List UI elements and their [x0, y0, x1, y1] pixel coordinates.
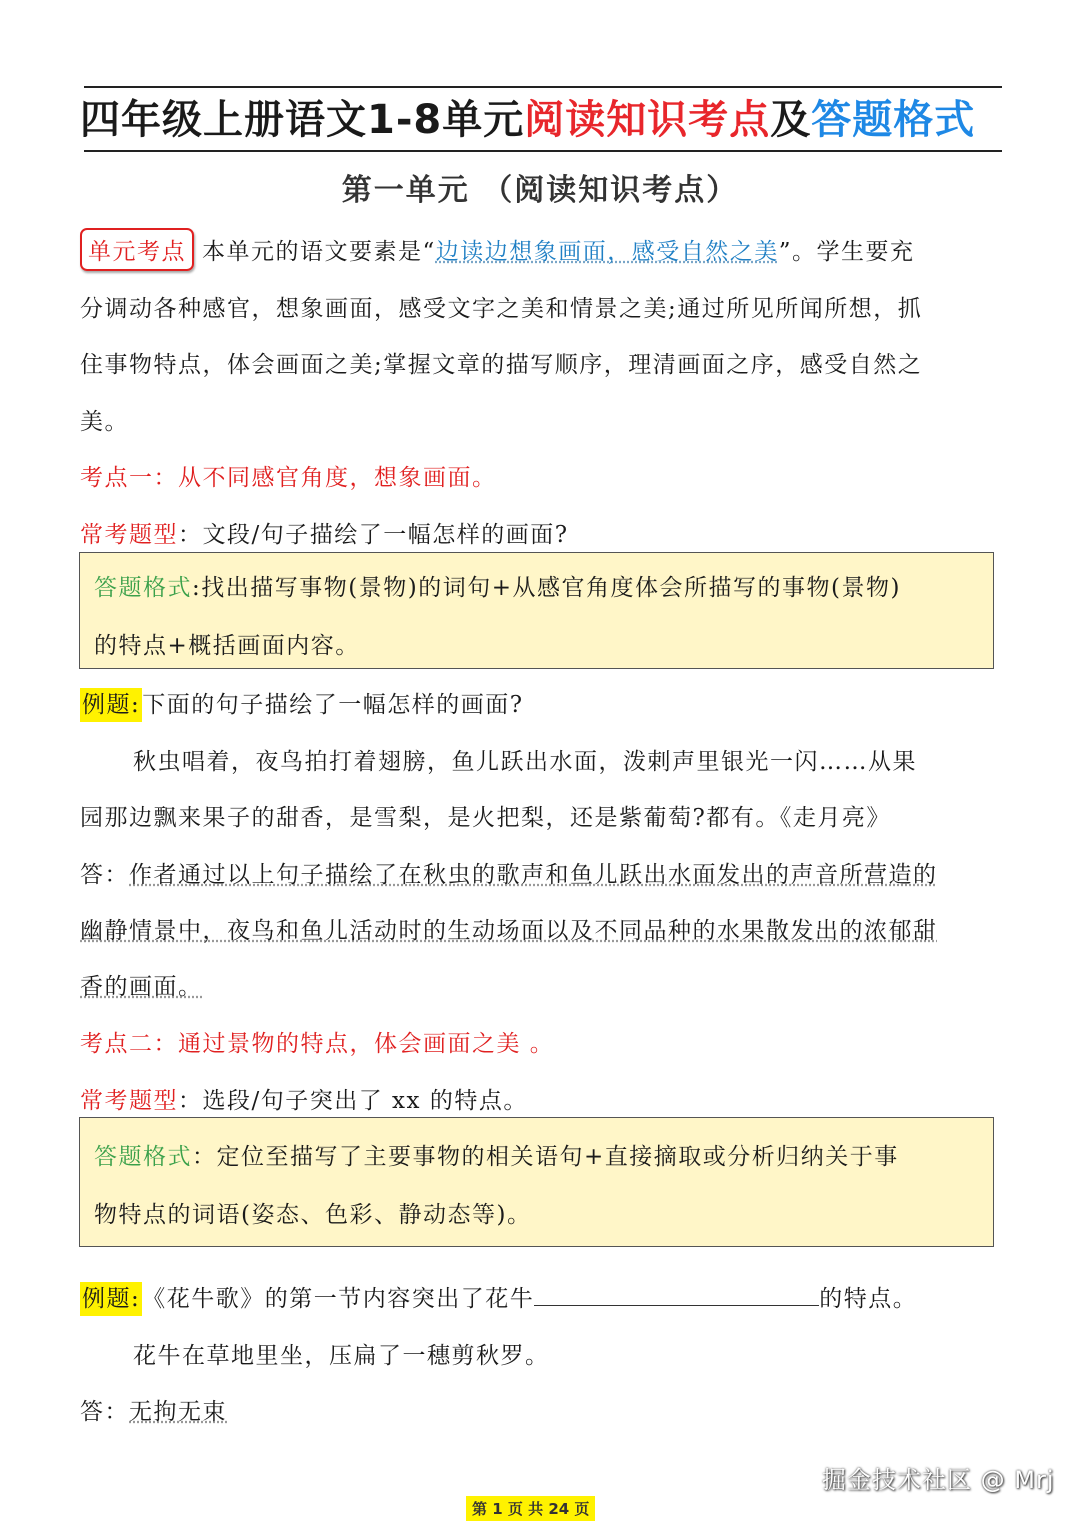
title-part-3: 及: [770, 97, 812, 143]
point2-type: [80, 1082, 528, 1115]
point2-example-label: 例题:: [80, 1282, 142, 1316]
intro-line-1b: ”。学生要充: [778, 239, 915, 265]
point1-type: [80, 516, 569, 549]
title-part-2: 阅读知识考点: [524, 97, 771, 143]
point2-answer-text: 无拘无束: [129, 1399, 227, 1425]
point1-answer-line-1: [80, 856, 938, 889]
point1-heading: 考点一：从不同感官角度，想象画面。: [80, 465, 497, 491]
point1-format-text-1: :找出描写事物(景物)的词句+从感官角度体会所描写的事物(景物): [192, 575, 901, 601]
top-rule: [84, 86, 1002, 88]
point1-format-line-1: [94, 565, 979, 623]
point2-example: [80, 1280, 917, 1313]
point1-format-box: [79, 552, 994, 669]
point1-answer-line-2: 幽静情景中，夜鸟和鱼儿活动时的生动场面以及不同品种的水果散发出的浓郁甜: [80, 918, 938, 944]
intro-line-1a: 本单元的语文要素是“: [202, 239, 436, 265]
intro-quote: 边读边想象画面，感受自然之美: [435, 239, 779, 265]
title-part-1: 四年级上册语文1-8单元: [80, 97, 525, 143]
point2-type-label: 常考题型: [80, 1088, 178, 1114]
point1-answer-text-1: 作者通过以上句子描绘了在秋虫的歌声和鱼儿跃出水面发出的声音所营造的: [129, 862, 938, 888]
point2-format-box: [79, 1117, 994, 1247]
point1-answer-label: 答：: [80, 862, 129, 888]
point2-format-line-1: [94, 1134, 979, 1192]
point2-passage-line-1: 花牛在草地里坐，压扁了一穗剪秋罗。: [133, 1343, 550, 1369]
point2-heading: 考点二：通过景物的特点，体会画面之美 。: [80, 1031, 555, 1057]
point1-type-label: 常考题型: [80, 522, 178, 548]
answer-blank-line: [534, 1283, 819, 1306]
point2-answer: [80, 1393, 227, 1426]
page-footer: 第 1 页 共 24 页: [466, 1496, 595, 1521]
point2-example-text: 《花牛歌》的第一节内容突出了花牛: [142, 1286, 535, 1312]
point2-format-line-2: 物特点的词语(姿态、色彩、静动态等)。: [94, 1202, 532, 1228]
point1-passage-line-1: 秋虫唱着，夜鸟拍打着翅膀，鱼儿跃出水面，泼剌声里银光一闪……从果: [133, 749, 917, 775]
point1-example: [80, 686, 524, 719]
point2-format-text-1: ：定位至描写了主要事物的相关语句+直接摘取或分析归纳关于事: [192, 1144, 899, 1170]
point1-example-label: 例题:: [80, 688, 142, 722]
point1-type-text: ：文段/句子描绘了一幅怎样的画面?: [178, 522, 569, 548]
point2-example-tail: 的特点。: [819, 1286, 918, 1312]
page-title: [80, 90, 1010, 150]
point2-type-text: ：选段/句子突出了 xx 的特点。: [178, 1088, 528, 1114]
watermark: 掘金技术社区 @ Mrj: [822, 1466, 1055, 1494]
intro-line-4: 美。: [80, 409, 129, 435]
title-bottom-rule: [84, 150, 1002, 152]
intro-line-3: 住事物特点，体会画面之美;掌握文章的描写顺序，理清画面之序，感受自然之: [80, 352, 923, 378]
point1-format-line-2: 的特点+概括画面内容。: [94, 633, 360, 659]
point1-passage-line-2: 园那边飘来果子的甜香，是雪梨，是火把梨，还是紫葡萄?都有。《走月亮》: [80, 805, 891, 831]
point2-answer-label: 答：: [80, 1399, 129, 1425]
point1-format-label: 答题格式: [94, 575, 192, 601]
point1-answer-line-3: 香的画面。: [80, 974, 203, 1000]
intro-line-2: 分调动各种感官，想象画面，感受文字之美和情景之美;通过所见所闻所想，抓: [80, 296, 923, 322]
title-part-4: 答题格式: [811, 97, 976, 143]
point1-example-text: 下面的句子描绘了一幅怎样的画面?: [142, 692, 524, 718]
intro-line-1: [80, 228, 915, 271]
point2-format-label: 答题格式: [94, 1144, 192, 1170]
unit-heading: 第一单元 （阅读知识考点）: [341, 173, 739, 208]
unit-point-label: 单元考点: [80, 228, 194, 271]
